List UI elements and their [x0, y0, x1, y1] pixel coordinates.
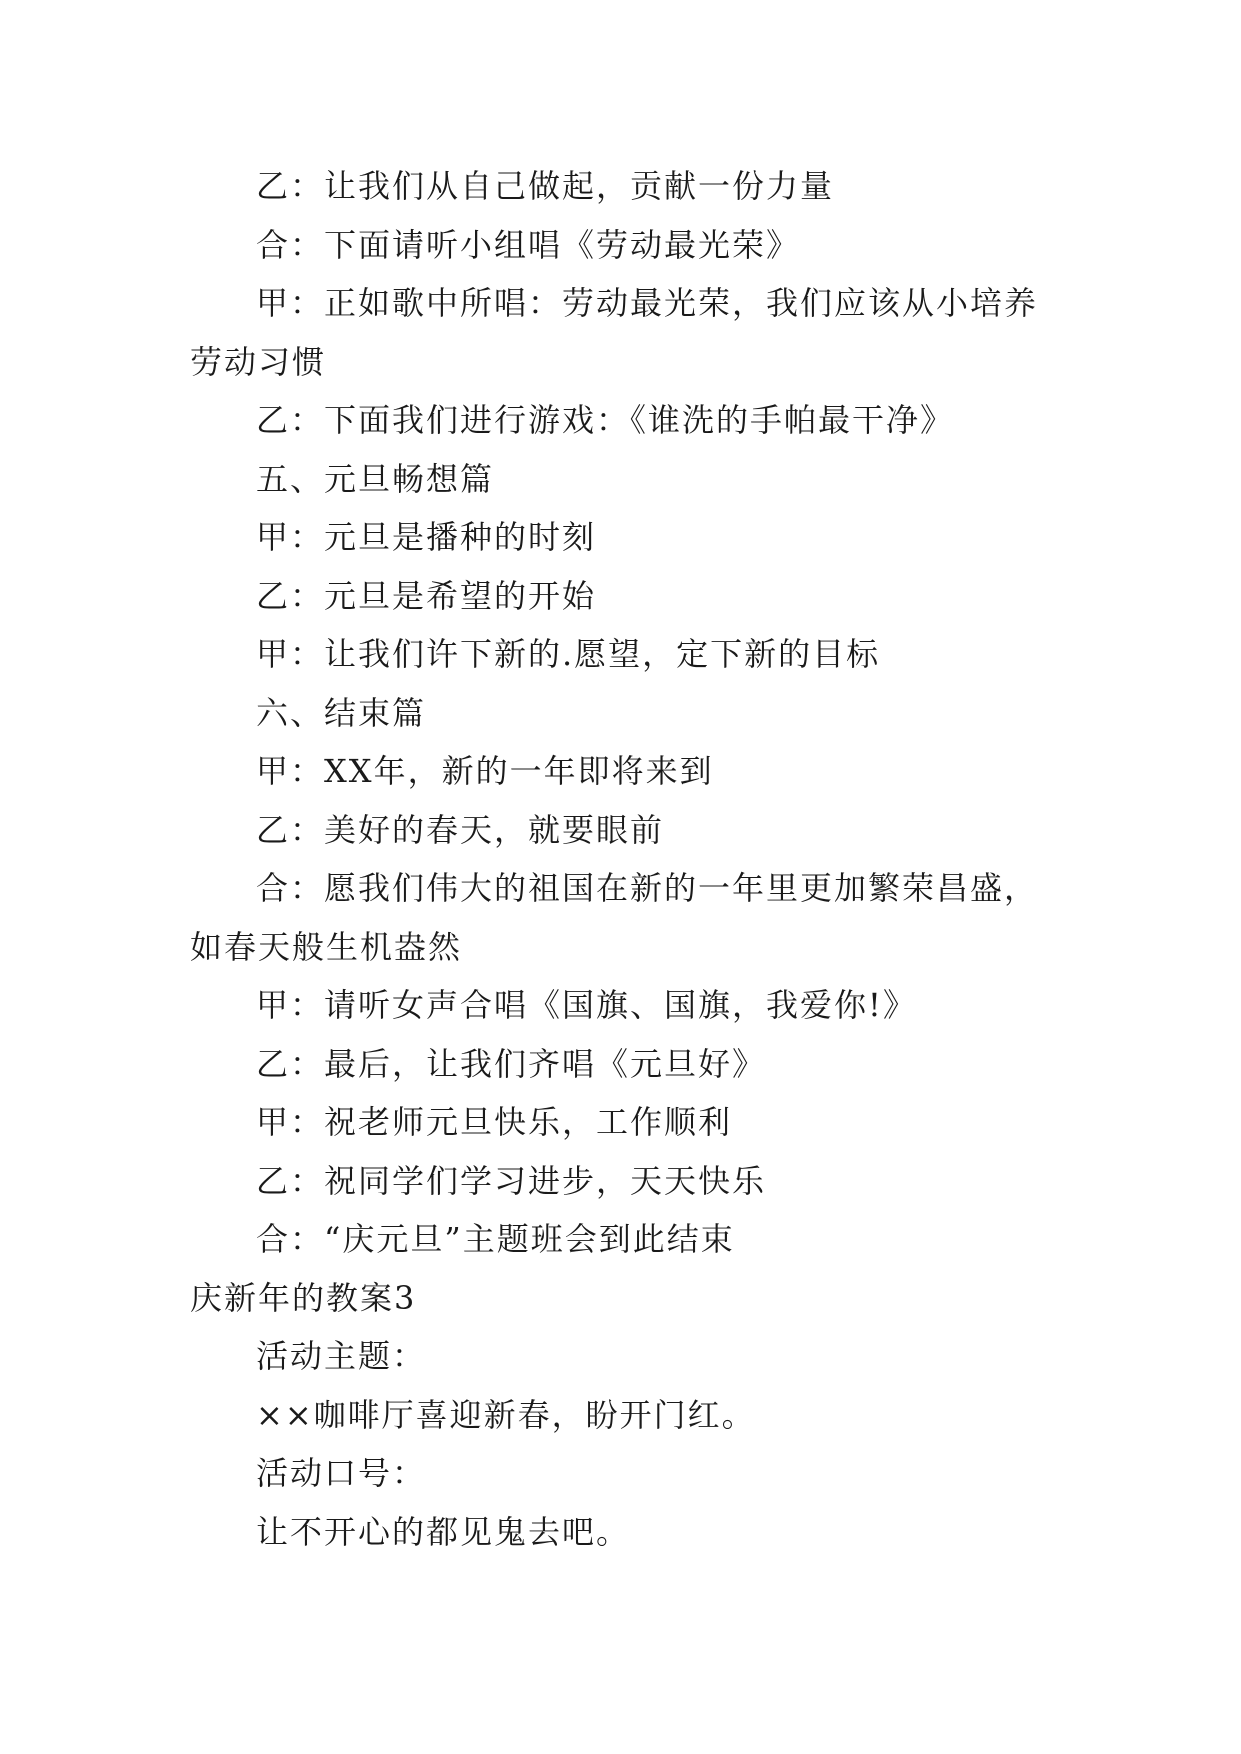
paragraph: 甲：让我们许下新的.愿望，定下新的目标 [256, 635, 881, 673]
paragraph: 乙：祝同学们学习进步，天天快乐 [256, 1161, 767, 1200]
paragraph: 甲：请听女声合唱《国旗、国旗，我爱你!》 [256, 986, 917, 1024]
section-heading: 五、元旦畅想篇 [256, 459, 495, 498]
paragraph: 合：“庆元旦”主题班会到此结束 [256, 1220, 735, 1258]
section-heading: 六、结束篇 [256, 693, 427, 732]
paragraph: 乙：美好的春天，就要眼前 [256, 810, 665, 849]
paragraph: 甲：XX年，新的一年即将来到 [256, 752, 714, 790]
document-heading: 庆新年的教案3 [190, 1278, 417, 1317]
paragraph: 让不开心的都见鬼去吧。 [256, 1512, 631, 1551]
paragraph: 合：愿我们伟大的祖国在新的一年里更加繁荣昌盛，如春天般生机盎然 [190, 869, 1039, 966]
paragraph: 乙：最后，让我们齐唱《元旦好》 [256, 1044, 767, 1083]
paragraph: 合：下面请听小组唱《劳动最光荣》 [256, 225, 801, 264]
paragraph: 乙：元旦是希望的开始 [256, 576, 597, 615]
paragraph: 甲：正如歌中所唱：劳动最光荣，我们应该从小培养劳动习惯 [190, 284, 1039, 381]
paragraph: 活动主题： [256, 1337, 427, 1375]
paragraph: 甲：元旦是播种的时刻 [256, 518, 597, 556]
paragraph: ××咖啡厅喜迎新春，盼开门红。 [256, 1395, 756, 1434]
paragraph: 活动口号： [256, 1454, 427, 1492]
paragraph: 乙：下面我们进行游戏：《谁洗的手帕最干净》 [256, 401, 955, 439]
document-body [190, 157, 1060, 1561]
paragraph: 甲：祝老师元旦快乐，工作顺利 [256, 1103, 733, 1141]
paragraph: 乙：让我们从自己做起，贡献一份力量 [256, 167, 835, 205]
